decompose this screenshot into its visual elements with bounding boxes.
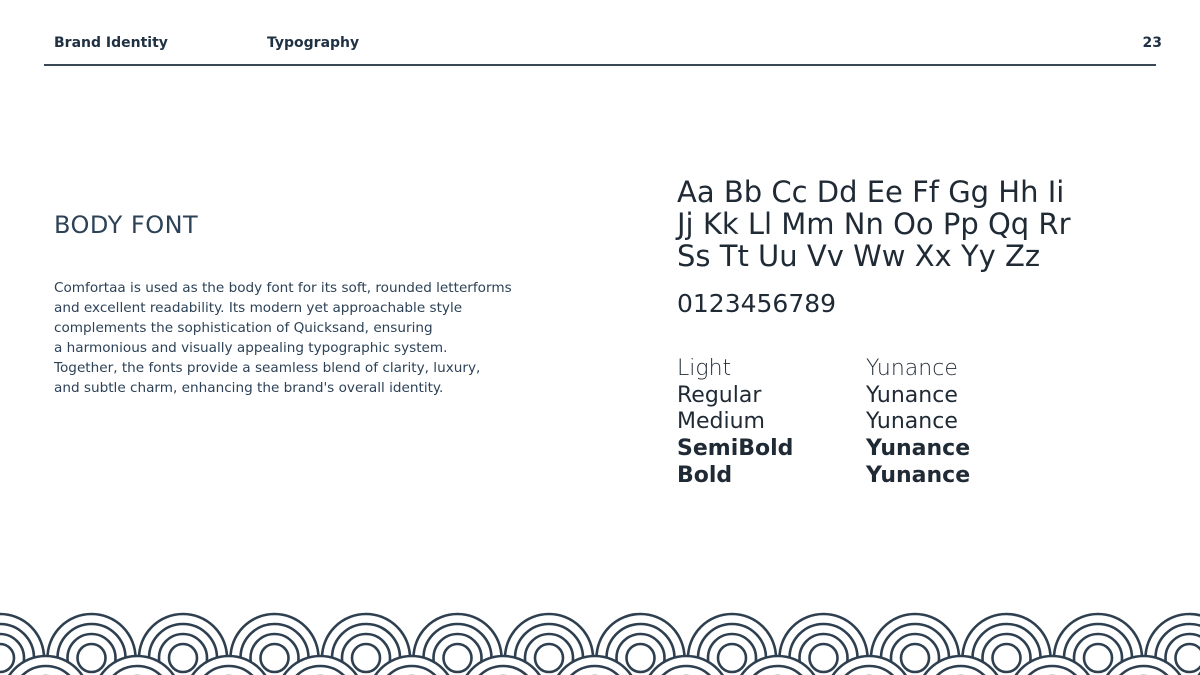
weight-sample: Yunance	[866, 436, 971, 462]
weight-name: Bold	[677, 462, 733, 488]
header-section-label: Typography	[267, 35, 360, 51]
alphabet-specimen	[677, 176, 1071, 272]
weight-name: SemiBold	[677, 436, 794, 462]
page-header	[0, 0, 1200, 70]
wave-pattern	[0, 600, 1200, 675]
weight-name: Light	[677, 356, 732, 381]
weight-sample: Yunance	[866, 409, 958, 435]
body-line: complements the sophistication of Quicksand, ensuring	[54, 320, 433, 336]
weight-sample: Yunance	[866, 462, 971, 488]
page-number: 23	[1142, 35, 1162, 51]
body-line: a harmonious and visually appealing typographic system.	[54, 340, 448, 356]
body-description	[54, 278, 614, 398]
header-brand-label: Brand Identity	[54, 35, 168, 51]
body-line: and subtle charm, enhancing the brand's overall identity.	[54, 380, 444, 396]
body-line: Together, the fonts provide a seamless blend of clarity, luxury,	[54, 360, 481, 376]
alphabet-line: Aa Bb Cc Dd Ee Ff Gg Hh Ii	[677, 175, 1065, 209]
header-divider	[44, 64, 1156, 66]
weight-sample: Yunance	[866, 382, 958, 408]
body-line: and excellent readability. Its modern yet approachable style	[54, 300, 463, 316]
weight-name: Regular	[677, 382, 762, 408]
weight-name: Medium	[677, 409, 765, 435]
section-title: BODY FONT	[54, 211, 199, 239]
alphabet-line: Jj Kk Ll Mm Nn Oo Pp Qq Rr	[677, 207, 1071, 241]
weight-sample: Yunance	[866, 356, 958, 381]
alphabet-line: Ss Tt Uu Vv Ww Xx Yy Zz	[677, 239, 1041, 273]
numerals-specimen: 0123456789	[677, 289, 837, 318]
body-line: Comfortaa is used as the body font for its soft, rounded letterforms	[54, 280, 512, 296]
